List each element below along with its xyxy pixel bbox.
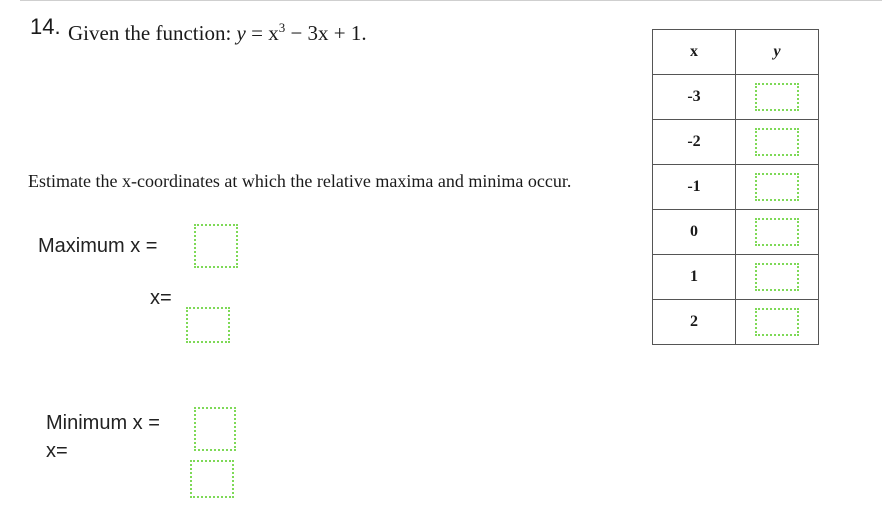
equation <box>237 21 367 45</box>
minimum-label: Minimum x = <box>46 412 160 434</box>
table-row <box>653 75 819 120</box>
maximum-second-label: x= <box>150 287 172 309</box>
y-cell <box>736 75 819 120</box>
y-answer-box[interactable] <box>755 83 799 111</box>
y-answer-box[interactable] <box>755 173 799 201</box>
y-answer-box[interactable] <box>755 128 799 156</box>
equation-eq: = x <box>245 21 279 45</box>
table-row <box>653 210 819 255</box>
equation-exponent: 3 <box>278 20 286 35</box>
y-cell <box>736 300 819 345</box>
question-prefix: Given the function: <box>68 21 237 45</box>
y-column-header: y <box>736 30 819 75</box>
table-row <box>653 165 819 210</box>
x-cell: -2 <box>653 120 736 165</box>
question-text <box>68 20 367 46</box>
y-cell <box>736 165 819 210</box>
y-answer-box[interactable] <box>755 263 799 291</box>
minimum-second-label: x= <box>46 440 68 462</box>
minimum-answer-box-1[interactable] <box>194 407 236 451</box>
equation-rest: − 3x + 1. <box>285 21 367 45</box>
values-table <box>652 29 819 345</box>
x-cell: 2 <box>653 300 736 345</box>
y-answer-box[interactable] <box>755 218 799 246</box>
maximum-label: Maximum x = <box>38 235 158 257</box>
question-number: 14. <box>30 14 61 39</box>
table-row <box>653 255 819 300</box>
maximum-answer-box-2[interactable] <box>186 307 230 343</box>
x-cell: 1 <box>653 255 736 300</box>
table-row <box>653 120 819 165</box>
y-cell <box>736 120 819 165</box>
maximum-answer-box-1[interactable] <box>194 224 238 268</box>
x-cell: -1 <box>653 165 736 210</box>
table-row <box>653 300 819 345</box>
x-cell: -3 <box>653 75 736 120</box>
instruction-text: Estimate the x-coordinates at which the relative maxima and minima occur. <box>28 171 572 191</box>
y-answer-box[interactable] <box>755 308 799 336</box>
table-header-row <box>653 30 819 75</box>
x-column-header: x <box>653 30 736 75</box>
equation-y: y <box>236 21 246 45</box>
x-cell: 0 <box>653 210 736 255</box>
y-cell <box>736 255 819 300</box>
minimum-answer-box-2[interactable] <box>190 460 234 498</box>
top-divider <box>20 0 882 1</box>
y-cell <box>736 210 819 255</box>
